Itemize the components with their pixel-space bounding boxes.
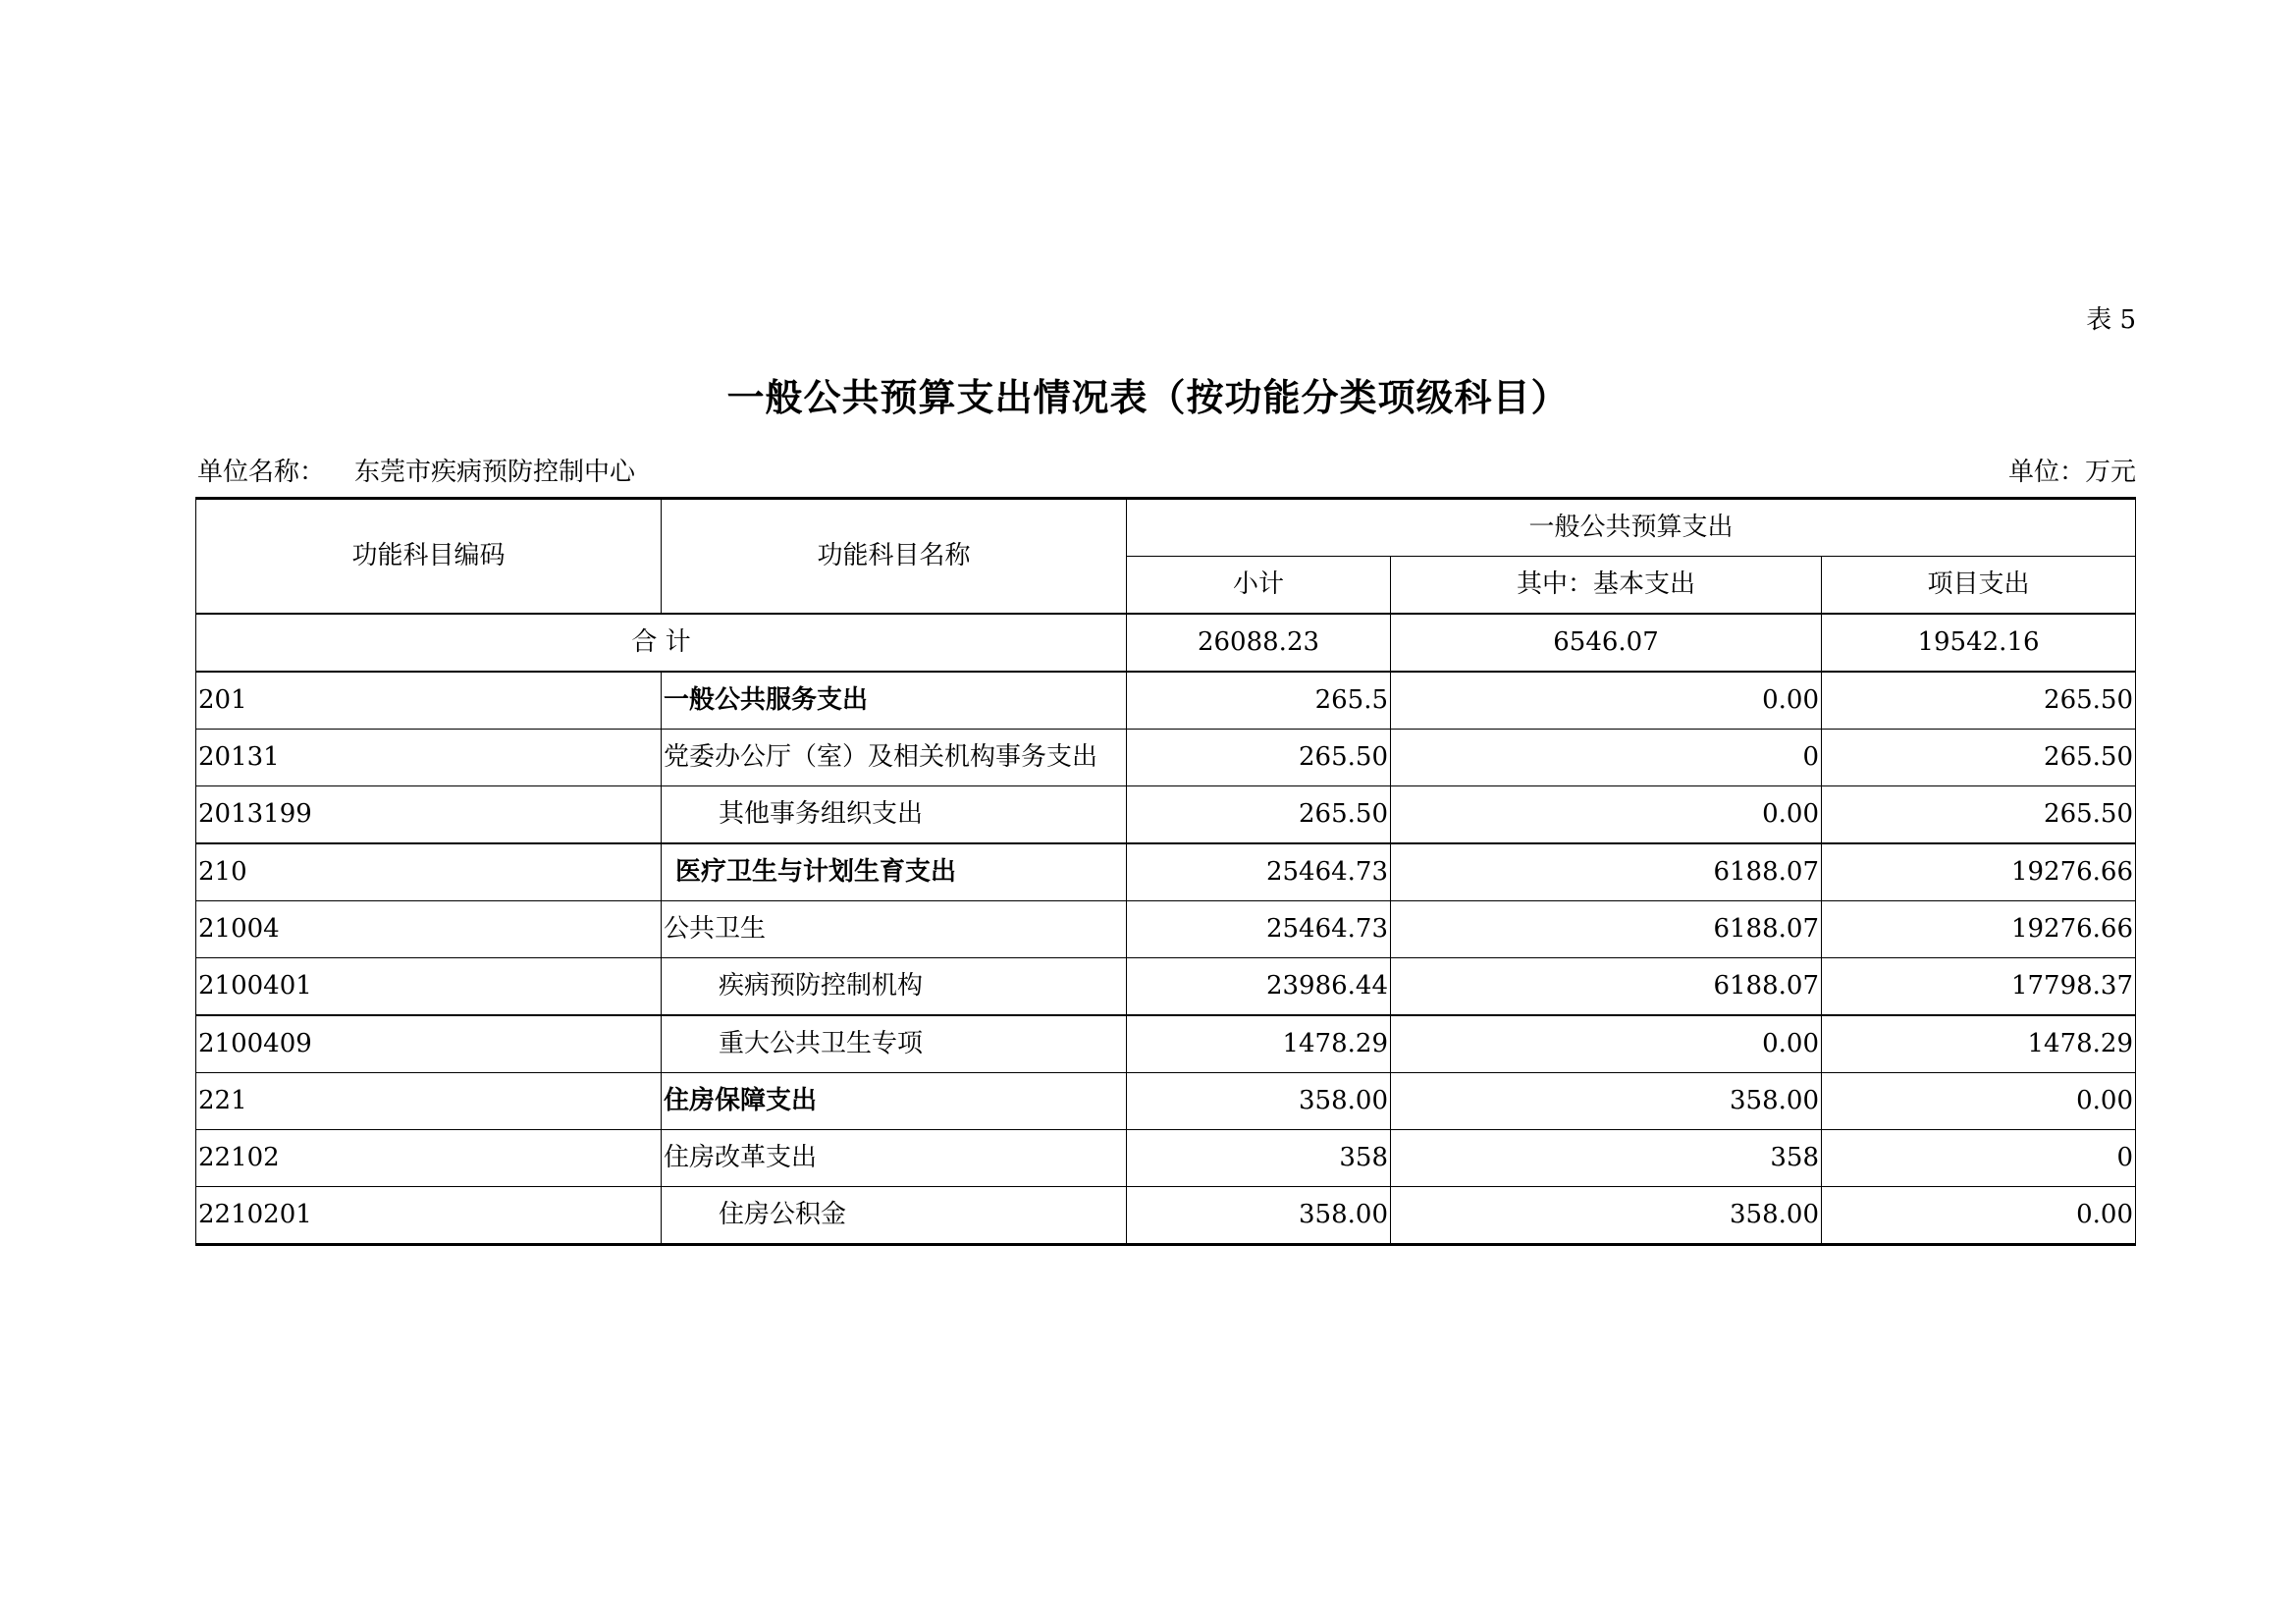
row-basic: 0	[1391, 730, 1822, 786]
row-code: 210	[196, 843, 662, 901]
row-project: 1478.29	[1822, 1015, 2136, 1073]
unit-label: 单位：万元	[2007, 458, 2136, 487]
row-subtotal: 25464.73	[1127, 843, 1391, 901]
total-row	[196, 614, 2136, 672]
row-subtotal: 358.00	[1127, 1187, 1391, 1245]
table-row	[196, 901, 2136, 958]
row-name: 住房改革支出	[662, 1130, 1127, 1187]
row-subtotal: 358.00	[1127, 1073, 1391, 1130]
row-code: 22102	[196, 1130, 662, 1187]
row-code: 2100409	[196, 1015, 662, 1073]
row-subtotal: 1478.29	[1127, 1015, 1391, 1073]
row-subtotal: 265.5	[1127, 672, 1391, 730]
table-row	[196, 1073, 2136, 1130]
row-code: 201	[196, 672, 662, 730]
unit-name	[197, 452, 635, 488]
row-project: 265.50	[1822, 672, 2136, 730]
row-code: 2013199	[196, 786, 662, 844]
table-row	[196, 672, 2136, 730]
table-number: 表 5	[2086, 305, 2136, 335]
row-basic: 0.00	[1391, 786, 1822, 844]
table-row	[196, 843, 2136, 901]
row-project: 0.00	[1822, 1073, 2136, 1130]
row-name: 其他事务组织支出	[662, 786, 1127, 844]
page-title: 一般公共预算支出情况表（按功能分类项级科目）	[726, 376, 1570, 419]
table-row	[196, 1187, 2136, 1245]
row-project: 265.50	[1822, 730, 2136, 786]
header-name: 功能科目名称	[662, 499, 1127, 615]
row-project: 19276.66	[1822, 901, 2136, 958]
row-project: 19276.66	[1822, 843, 2136, 901]
table-row	[196, 786, 2136, 844]
total-project: 19542.16	[1822, 614, 2136, 672]
unit-name-label: 单位名称：	[197, 458, 326, 487]
row-project: 17798.37	[1822, 958, 2136, 1016]
budget-table	[195, 497, 2136, 1246]
row-code: 2100401	[196, 958, 662, 1016]
row-name: 住房公积金	[662, 1187, 1127, 1245]
total-label: 合 计	[196, 614, 1127, 672]
row-project: 265.50	[1822, 786, 2136, 844]
table-row	[196, 1130, 2136, 1187]
row-basic: 6188.07	[1391, 958, 1822, 1016]
row-basic: 6188.07	[1391, 901, 1822, 958]
row-basic: 358.00	[1391, 1187, 1822, 1245]
header-basic: 其中：基本支出	[1391, 557, 1822, 615]
row-basic: 358	[1391, 1130, 1822, 1187]
row-subtotal: 265.50	[1127, 730, 1391, 786]
unit-name-value: 东莞市疾病预防控制中心	[354, 458, 636, 487]
row-basic: 0.00	[1391, 672, 1822, 730]
row-code: 221	[196, 1073, 662, 1130]
total-basic: 6546.07	[1391, 614, 1822, 672]
table-row	[196, 1015, 2136, 1073]
row-basic: 0.00	[1391, 1015, 1822, 1073]
row-code: 2210201	[196, 1187, 662, 1245]
row-code: 20131	[196, 730, 662, 786]
row-name: 一般公共服务支出	[662, 672, 1127, 730]
row-subtotal: 265.50	[1127, 786, 1391, 844]
header-code: 功能科目编码	[196, 499, 662, 615]
row-name: 公共卫生	[662, 901, 1127, 958]
row-code: 21004	[196, 901, 662, 958]
table-row	[196, 730, 2136, 786]
header-project: 项目支出	[1822, 557, 2136, 615]
header-subtotal: 小计	[1127, 557, 1391, 615]
row-project: 0.00	[1822, 1187, 2136, 1245]
row-name: 住房保障支出	[662, 1073, 1127, 1130]
header-group: 一般公共预算支出	[1127, 499, 2136, 557]
row-project: 0	[1822, 1130, 2136, 1187]
row-subtotal: 23986.44	[1127, 958, 1391, 1016]
row-name: 党委办公厅（室）及相关机构事务支出	[662, 730, 1127, 786]
row-basic: 358.00	[1391, 1073, 1822, 1130]
row-name: 医疗卫生与计划生育支出	[662, 843, 1127, 901]
row-name: 重大公共卫生专项	[662, 1015, 1127, 1073]
row-name: 疾病预防控制机构	[662, 958, 1127, 1016]
row-basic: 6188.07	[1391, 843, 1822, 901]
total-subtotal: 26088.23	[1127, 614, 1391, 672]
row-subtotal: 358	[1127, 1130, 1391, 1187]
table-row	[196, 958, 2136, 1016]
row-subtotal: 25464.73	[1127, 901, 1391, 958]
